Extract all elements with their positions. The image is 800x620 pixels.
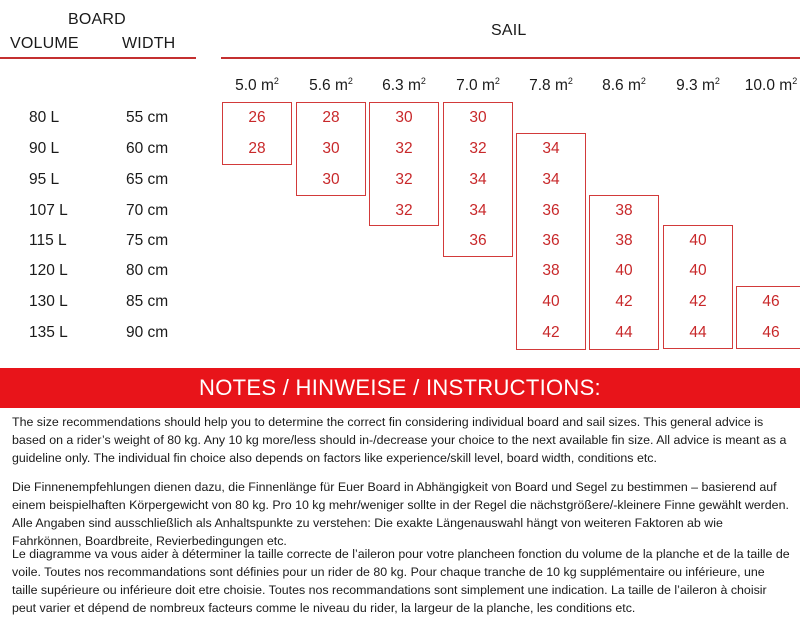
board-volume: 90 L [29,140,60,157]
fin-size-cell: 40 [615,262,633,279]
fin-size-cell: 40 [689,232,707,249]
board-width: 60 cm [126,140,169,157]
board-volume: 107 L [29,202,68,219]
sail-size-exponent: 2 [420,76,426,86]
sail-size-5 [587,76,661,95]
fin-size-cell: 44 [615,324,633,341]
board-volume: 115 L [29,232,67,249]
sail-size-exponent: 2 [792,76,798,86]
fin-size-cell: 30 [469,109,487,126]
fin-size-cell: 34 [469,202,487,219]
notes-german: Die Finnenempfehlungen dienen dazu, die Finnenlänge für Euer Board in Abhängigkeit von Board und Segel zu bestimmen – basierend auf einem beispielhaften Körpergewicht von 80 kg. Pro 10 kg mehr/weniger sollte in der Regel die nächstgrößere/-kleinere Finne gewählt werden. Alle Angaben sind ausschließlich als Anhaltspunkte zu verstehen: Die exakte Längenauswahl hängt von weiteren Faktoren ab wie Fahrkönnen, Boardbreite, Revierbedingungen etc. [12,480,789,548]
fin-size-cell: 42 [689,293,707,310]
fin-size-cell: 32 [395,171,413,188]
fin-size-cell: 32 [395,202,413,219]
board-width: 65 cm [126,171,169,188]
board-width: 70 cm [126,202,169,219]
sail-size-1 [294,76,368,95]
sail-size-exponent: 2 [273,76,279,86]
fin-size-cell: 34 [542,171,560,188]
fin-size-cell: 34 [542,140,560,157]
fin-size-cell: 30 [322,171,340,188]
fin-size-cell: 38 [615,202,633,219]
fin-size-cell: 46 [762,324,780,341]
sail-size-value: 5.0 m [235,77,274,94]
fin-size-cell: 42 [542,324,560,341]
sail-header: SAIL [491,22,527,39]
sail-size-exponent: 2 [494,76,500,86]
board-header: BOARD [68,11,126,28]
board-volume: 120 L [29,262,68,279]
fin-size-cell: 30 [395,109,413,126]
board-width: 90 cm [126,324,169,341]
volume-header: VOLUME [10,35,79,52]
board-width: 85 cm [126,293,169,310]
sail-size-value: 6.3 m [382,77,421,94]
sail-size-4 [514,76,588,95]
fin-size-cell: 40 [689,262,707,279]
sail-size-6 [661,76,735,95]
sail-size-0 [220,76,294,95]
sail-size-value: 8.6 m [602,77,641,94]
sail-size-exponent: 2 [640,76,646,86]
fin-size-cell: 30 [322,140,340,157]
board-width: 55 cm [126,109,169,126]
notes-banner: NOTES / HINWEISE / INSTRUCTIONS: [0,368,800,408]
sail-size-7 [734,76,800,95]
fin-size-cell: 34 [469,171,487,188]
fin-size-cell: 28 [248,140,266,157]
fin-size-cell: 38 [615,232,633,249]
sail-size-value: 10.0 m [744,77,793,94]
board-volume: 135 L [29,324,68,341]
sail-size-2 [367,76,441,95]
board-volume: 95 L [29,171,60,188]
fin-size-cell: 36 [469,232,487,249]
fin-size-cell: 28 [322,109,340,126]
sail-size-exponent: 2 [714,76,720,86]
board-width: 80 cm [126,262,169,279]
fin-size-cell: 36 [542,232,560,249]
sail-size-value: 9.3 m [676,77,715,94]
board-header-rule [0,57,196,59]
board-width: 75 cm [126,232,169,249]
board-volume: 130 L [29,293,68,310]
sail-size-value: 5.6 m [309,77,348,94]
board-volume: 80 L [29,109,60,126]
fin-size-cell: 46 [762,293,780,310]
fin-size-cell: 44 [689,324,707,341]
width-header: WIDTH [122,35,176,52]
fin-size-cell: 38 [542,262,560,279]
fin-size-cell: 40 [542,293,560,310]
notes-french: Le diagramme va vous aider à déterminer la taille correcte de l’aileron pour votre plancheen fonction du volume de la planche et de la taille de voile. Toutes nos recommandations sont définies pour un rider de 80 kg. Pour chaque tranche de 10 kg supplémentaire ou inférieure, une taille supérieure ou inférieure doit etre choisie. Toutes nos recommandations sont simplement une indication. La taille de l’aileron à choisir peut varier et dépend de nombreux facteurs comme le niveau du rider, la largeur de la planche, les conditions etc. [12,547,790,615]
notes-english: The size recommendations should help you to determine the correct fin considering individual board and sail sizes. This general advice is based on a rider’s weight of 80 kg. Any 10 kg more/less should in-/decrease your choice to the next available fin size. All advice is meant as a guideline only. The individual fin choice also depends on factors like experience/skill level, board width, conditions etc. [12,415,787,465]
sail-size-value: 7.0 m [456,77,495,94]
sail-size-3 [441,76,515,95]
fin-size-cell: 26 [248,109,266,126]
fin-size-cell: 32 [469,140,487,157]
fin-size-cell: 32 [395,140,413,157]
sail-size-value: 7.8 m [529,77,568,94]
fin-size-cell: 42 [615,293,633,310]
sail-size-exponent: 2 [567,76,573,86]
fin-size-cell: 36 [542,202,560,219]
sail-header-rule [221,57,800,59]
sail-size-exponent: 2 [347,76,353,86]
